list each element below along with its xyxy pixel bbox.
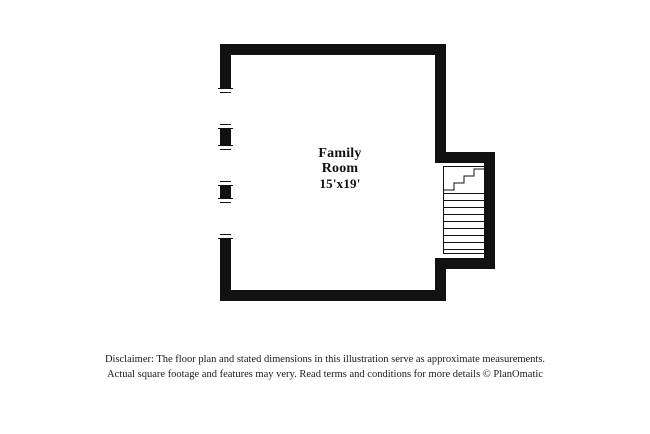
staircase-icon	[443, 166, 485, 254]
exterior-wall-right-lower	[435, 258, 446, 301]
room-name: Family	[318, 146, 362, 161]
disclaimer-line-1: Disclaimer: The floor plan and stated dimensions in this illustration serve as approximate measurements.	[104, 354, 546, 365]
disclaimer-text	[0, 352, 650, 382]
room-name-line2: Room	[321, 161, 359, 176]
exterior-wall-bumpout-right	[484, 152, 495, 269]
exterior-wall-bottom	[220, 290, 446, 301]
exterior-wall-top	[220, 44, 446, 55]
stair-tread	[444, 249, 484, 250]
stair-tread	[444, 214, 484, 215]
window-icon	[218, 88, 233, 129]
window-icon	[218, 145, 233, 186]
room-label	[270, 146, 410, 191]
room-dimensions: 15'x19'	[319, 176, 361, 191]
stair-tread	[444, 200, 484, 201]
stair-tread	[444, 228, 484, 229]
stair-tread	[444, 193, 484, 194]
stair-tread	[444, 235, 484, 236]
disclaimer-line-2: Actual square footage and features may very. Read terms and conditions for more details © PlanOmatic	[107, 369, 543, 380]
staircase-direction-icon	[444, 167, 484, 191]
stair-tread	[444, 221, 484, 222]
exterior-wall-right-upper	[435, 44, 446, 156]
floor-plan-drawing	[210, 40, 510, 315]
window-icon	[218, 198, 233, 239]
stair-tread	[444, 207, 484, 208]
stair-tread	[444, 242, 484, 243]
